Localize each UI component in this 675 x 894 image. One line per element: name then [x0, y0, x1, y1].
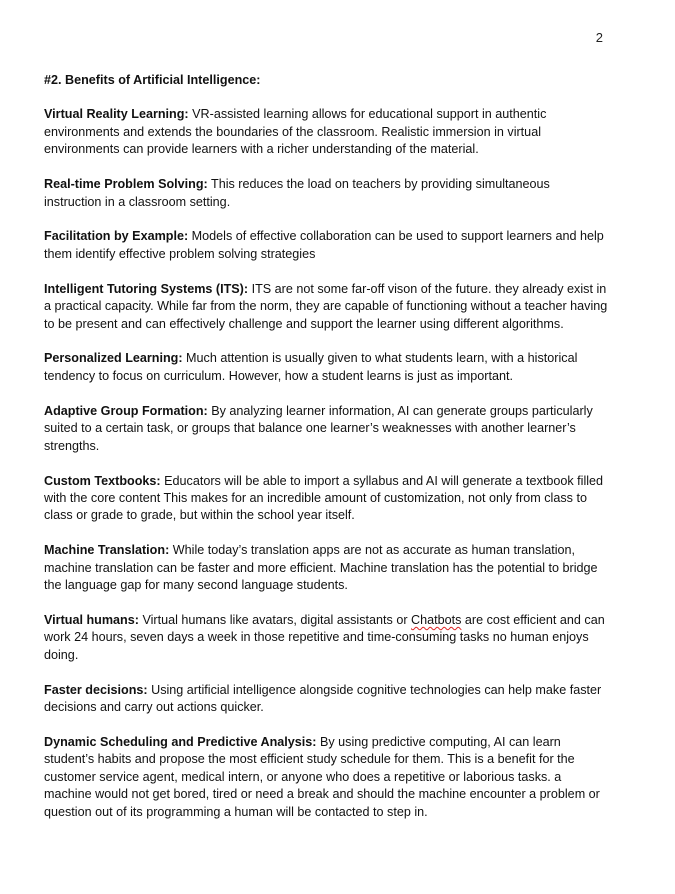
paragraph-text: ITS are not some far-off vison of the future. they already exist in a practical capacity. While far from the norm, they are capable of functioning without a teacher having to be present and can effectively challenge and support the learner using different algorithms.: [44, 281, 608, 331]
paragraph-text: Much attention is usually given to what students learn, with a historical tendency to focus on curriculum. However, how a student learns is just as important.: [44, 351, 578, 383]
paragraph-dynamic-scheduling: [44, 734, 609, 821]
paragraph-adaptive-group-formation: [44, 403, 609, 455]
term-label: Facilitation by Example:: [44, 229, 189, 244]
paragraph-real-time-problem-solving: [44, 176, 609, 211]
term-label: Personalized Learning:: [44, 351, 183, 366]
paragraph-text: By analyzing learner information, AI can generate groups particularly suited to a certain task, or groups that balance one learner’s weaknesses with another learner’s strengths.: [44, 403, 593, 453]
term-label: Intelligent Tutoring Systems (ITS):: [44, 281, 249, 296]
paragraph-text: Virtual humans like avatars, digital assistants or: [138, 612, 412, 627]
term-label: Faster decisions:: [44, 682, 148, 697]
document-body: [44, 72, 609, 839]
paragraph-custom-textbooks: [44, 473, 609, 525]
paragraph-text: are cost efficient and can work 24 hours, seven days a week in those repetitive and time-consuming tasks no human enjoys doing.: [44, 612, 605, 662]
paragraph-text: VR-assisted learning allows for educational support in authentic environments and extends the boundaries of the classroom. Realistic immersion in virtual environments can provide learners with a richer understanding of the material.: [44, 107, 547, 157]
spellcheck-flagged-word[interactable]: Chatbots: [411, 612, 462, 627]
paragraph-text: This reduces the load on teachers by providing simultaneous instruction in a classroom setting.: [44, 177, 550, 209]
term-label: Virtual Reality Learning:: [44, 107, 189, 122]
term-label: Machine Translation:: [44, 543, 170, 558]
term-label: Virtual humans:: [44, 612, 139, 627]
section-heading: #2. Benefits of Artificial Intelligence:: [44, 73, 261, 87]
paragraph-faster-decisions: [44, 682, 609, 717]
paragraph-text: By using predictive computing, AI can learn student’s habits and propose the most efficient study schedule for them. This is a benefit for the customer service agent, medical intern, or anyone who does a repetitive or laborious tasks. a machine would not get bored, tired or need a break and should the machine encounter a problem or question out of its programming a human will be contacted to step in.: [44, 734, 600, 819]
paragraph-virtual-humans: [44, 612, 609, 664]
paragraph-text: Using artificial intelligence alongside cognitive technologies can help make faster decisions and carry out actions quicker.: [44, 682, 602, 715]
paragraph-personalized-learning: [44, 350, 609, 385]
term-label: Dynamic Scheduling and Predictive Analysis:: [44, 734, 317, 749]
paragraph-intelligent-tutoring-systems: [44, 281, 609, 333]
term-label: Adaptive Group Formation:: [44, 403, 208, 418]
paragraph-machine-translation: [44, 542, 609, 594]
paragraph-text: Models of effective collaboration can be used to support learners and help them identify effective problem solving strategies: [44, 229, 604, 261]
term-label: Custom Textbooks:: [44, 473, 161, 488]
paragraph-text: While today’s translation apps are not as accurate as human translation, machine translation can be faster and more efficient. Machine translation has the potential to bridge the language gap for many second language students.: [44, 543, 598, 593]
paragraph-text: Educators will be able to import a syllabus and AI will generate a textbook filled with the core content This makes for an incredible amount of customization, not only from class to class or grade to grade, but within the school year itself.: [44, 473, 604, 523]
paragraph-virtual-reality-learning: [44, 106, 609, 158]
paragraph-facilitation-by-example: [44, 228, 609, 263]
page-number: 2: [595, 30, 603, 45]
term-label: Real-time Problem Solving:: [44, 177, 208, 192]
